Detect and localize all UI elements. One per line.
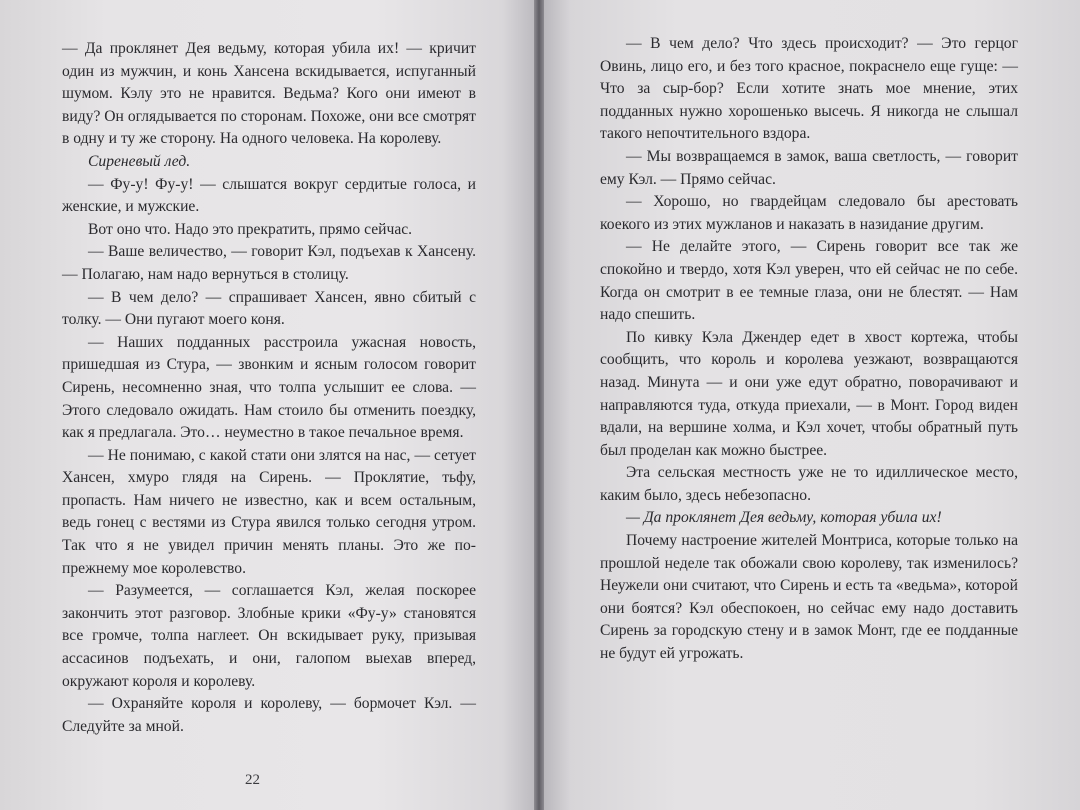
book-gutter — [534, 0, 544, 810]
paragraph: По кивку Кэла Джендер едет в хвост кортежа, чтобы сообщить, что король и королева уезжают, возвращаются назад. Минута — и они уже едут обратно, поворачивают и направляются туда, откуда приехали, — в Монт. Город виден вдали, на вершине холма, и Кэл хочет, чтобы обратный путь был проделан как можно быстрее. — [600, 328, 1018, 459]
paragraph: — В чем дело? Что здесь происходит? — Это герцог Овинь, лицо его, и без того красное, покраснело еще гуще: — Что за сыр-бор? Если хотите знать мое мнение, этих подданных нужно хорошенько высечь. Я никогда не слышал такого непочтительного вздора. — [600, 35, 1018, 143]
paragraph: — Хорошо, но гвардейцам следовало бы арестовать коекого из этих мужланов и наказать в назидание другим. — [600, 193, 1018, 233]
left-page-text — [62, 38, 476, 738]
paragraph: — Наших подданных расстроила ужасная новость, пришедшая из Стура, — звонким и ясным голосом говорит Сирень, несомненно зная, что толпа услышит ее слова. — Этого следовало ожидать. Нам стоило бы отменить поездку, как я предлагала. Это… неуместно в такое печальное время. — [62, 333, 476, 442]
paragraph: — Не делайте этого, — Сирень говорит все так же спокойно и твердо, хотя Кэл уверен, что ей сейчас не по себе. Когда он смотрит в ее темные глаза, они не блестят. — Нам надо спешить. — [600, 238, 1018, 324]
paragraph: Почему настроение жителей Монтриса, которые только на прошлой неделе так обожали свою королеву, так изменилось? Неужели они считают, что Сирень и есть та «ведьма», которой они боятся? Кэл обеспокоен, но сейчас ему надо доставить Сирень за городскую стену и в замок Монт, где ее подданные не будут ей угрожать. — [600, 532, 1018, 663]
paragraph-italic: — Да проклянет Дея ведьму, которая убила их! — [626, 509, 942, 527]
paragraph: — Охраняйте короля и королеву, — бормочет Кэл. — Следуйте за мной. — [62, 695, 476, 735]
paragraph: — Фу-у! Фу-у! — слышатся вокруг сердитые голоса, и женские, и мужские. — [62, 175, 476, 216]
paragraph: — Ваше величество, — говорит Кэл, подъехав к Хансену. — Полагаю, нам надо вернуться в столицу. — [62, 243, 476, 283]
paragraph: — В чем дело? — спрашивает Хансен, явно сбитый с толку. — Они пугают моего коня. — [62, 288, 476, 329]
paragraph: Эта сельская местность уже не то идиллическое место, каким было, здесь небезопасно. — [600, 464, 1018, 504]
right-page — [544, 0, 1080, 810]
paragraph-italic: Сиреневый лед. — [88, 152, 191, 170]
paragraph: Вот оно что. Надо это прекратить, прямо сейчас. — [88, 220, 413, 238]
paragraph: — Не понимаю, с какой стати они злятся на нас, — сетует Хансен, хмуро глядя на Сирень. — Проклятие, тьфу, пропасть. Нам ничего не известно, как и всем остальным, ведь гонец с вестями из Стура явился только сегодня утром. Так что я не увидел причин менять планы. Это же по-прежнему мое королевство. — [62, 446, 476, 577]
right-page-text — [600, 33, 1018, 666]
paragraph: — Да проклянет Дея ведьму, которая убила их! — кричит один из мужчин, и конь Хансена вскидывается, испуганный шумом. Кэлу это не нравится. Ведьма? Кого они имеют в виду? Он оглядывается по сторонам. Похоже, они все смотрят в одну и ту же сторону. На одного человека. На королеву. — [62, 40, 476, 148]
left-page — [0, 0, 534, 810]
paragraph: — Разумеется, — соглашается Кэл, желая поскорее закончить этот разговор. Злобные крики «Фу-у» становятся все громче, толпа наглеет. Он вскидывает руку, призывая ассасинов подъехать, и они, галопом выехав вперед, окружают короля и королеву. — [62, 582, 476, 690]
paragraph: — Мы возвращаемся в замок, ваша светлость, — говорит ему Кэл. — Прямо сейчас. — [600, 147, 1018, 188]
page-number: 22 — [245, 772, 260, 788]
